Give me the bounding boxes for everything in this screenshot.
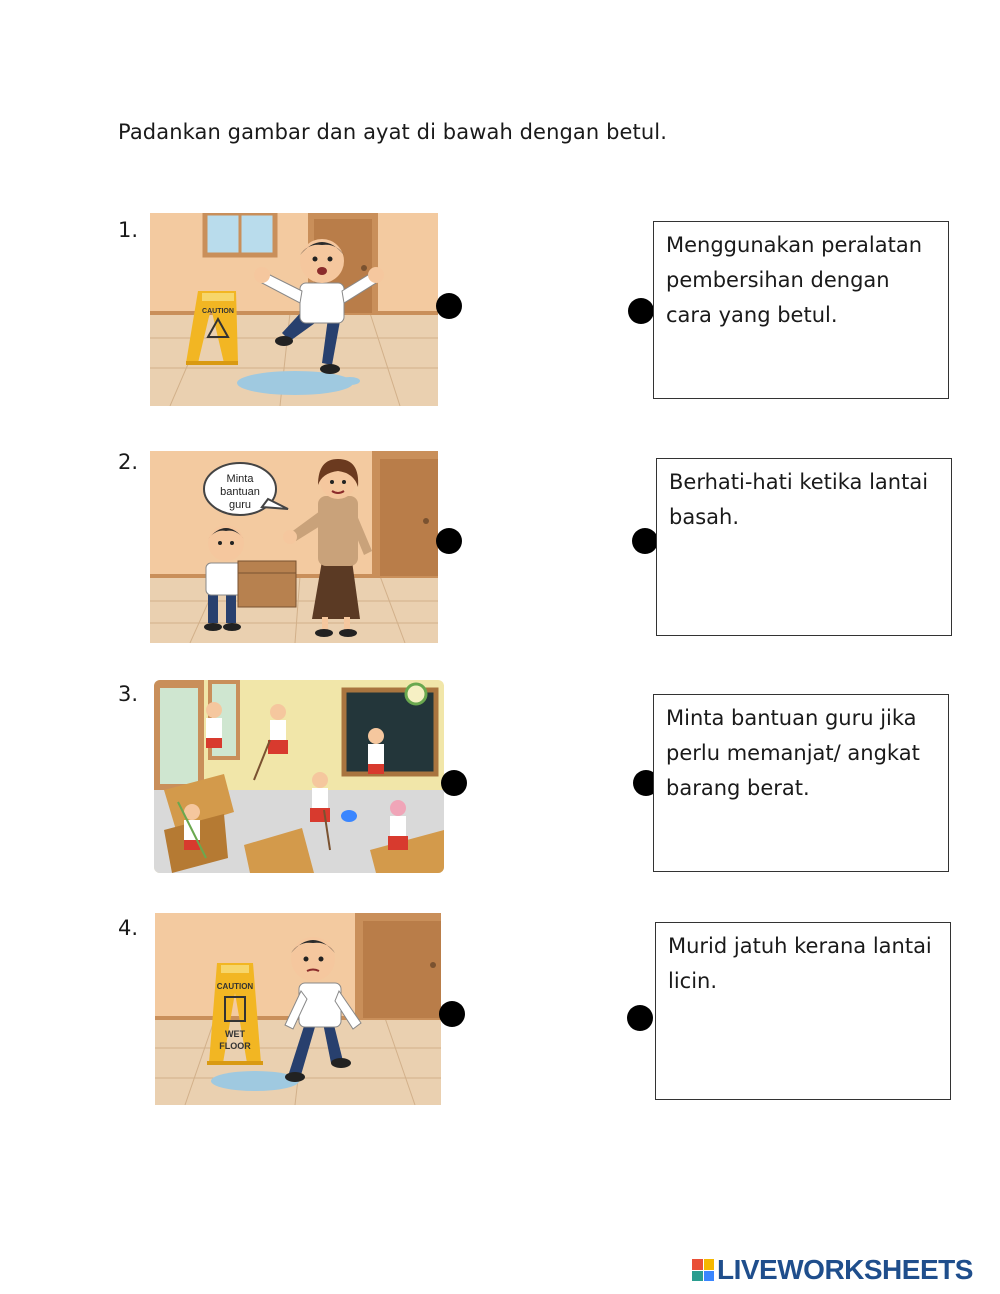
logo-icon — [692, 1259, 714, 1281]
picture-cleaning-classroom — [154, 680, 444, 873]
match-dot-answer-1[interactable] — [628, 298, 654, 324]
speech-bubble-line-1: Minta — [226, 473, 254, 485]
item-number-4: 4. — [118, 916, 139, 940]
answer-text-1: Menggunakan peralatan pembersihan dengan cara yang betul. — [666, 233, 923, 327]
match-dot-answer-2[interactable] — [632, 528, 658, 554]
instruction-text: Padankan gambar dan ayat di bawah dengan betul. — [118, 120, 667, 144]
caution-sign-text-1: CAUTION — [202, 308, 234, 315]
match-dot-picture-3[interactable] — [441, 770, 467, 796]
answer-box-3[interactable] — [653, 694, 949, 872]
match-dot-picture-2[interactable] — [436, 528, 462, 554]
caution-sign-text-4: CAUTION — [216, 982, 254, 991]
match-dot-picture-1[interactable] — [436, 293, 462, 319]
answer-text-2: Berhati-hati ketika lantai basah. — [669, 470, 929, 529]
answer-box-4[interactable] — [655, 922, 951, 1100]
item-number-3: 3. — [118, 682, 139, 706]
speech-bubble-line-2: bantuan — [220, 486, 260, 498]
picture-asking-teacher — [150, 451, 438, 643]
match-dot-answer-4[interactable] — [627, 1005, 653, 1031]
wet-sign-text: WET — [225, 1029, 245, 1039]
logo-text: LIVEWORKSHEETS — [717, 1254, 973, 1285]
match-dot-picture-4[interactable] — [439, 1001, 465, 1027]
item-number-2: 2. — [118, 450, 139, 474]
picture-slipping-boy — [150, 213, 438, 406]
liveworksheets-logo — [692, 1254, 973, 1286]
answer-box-1[interactable] — [653, 221, 949, 399]
answer-text-4: Murid jatuh kerana lantai licin. — [668, 934, 932, 993]
picture-wet-floor-sign — [155, 913, 441, 1105]
answer-text-3: Minta bantuan guru jika perlu memanjat/ angkat barang berat. — [666, 706, 920, 800]
speech-bubble-line-3: guru — [228, 499, 252, 511]
answer-box-2[interactable] — [656, 458, 952, 636]
floor-sign-text: FLOOR — [219, 1041, 251, 1051]
item-number-1: 1. — [118, 218, 139, 242]
